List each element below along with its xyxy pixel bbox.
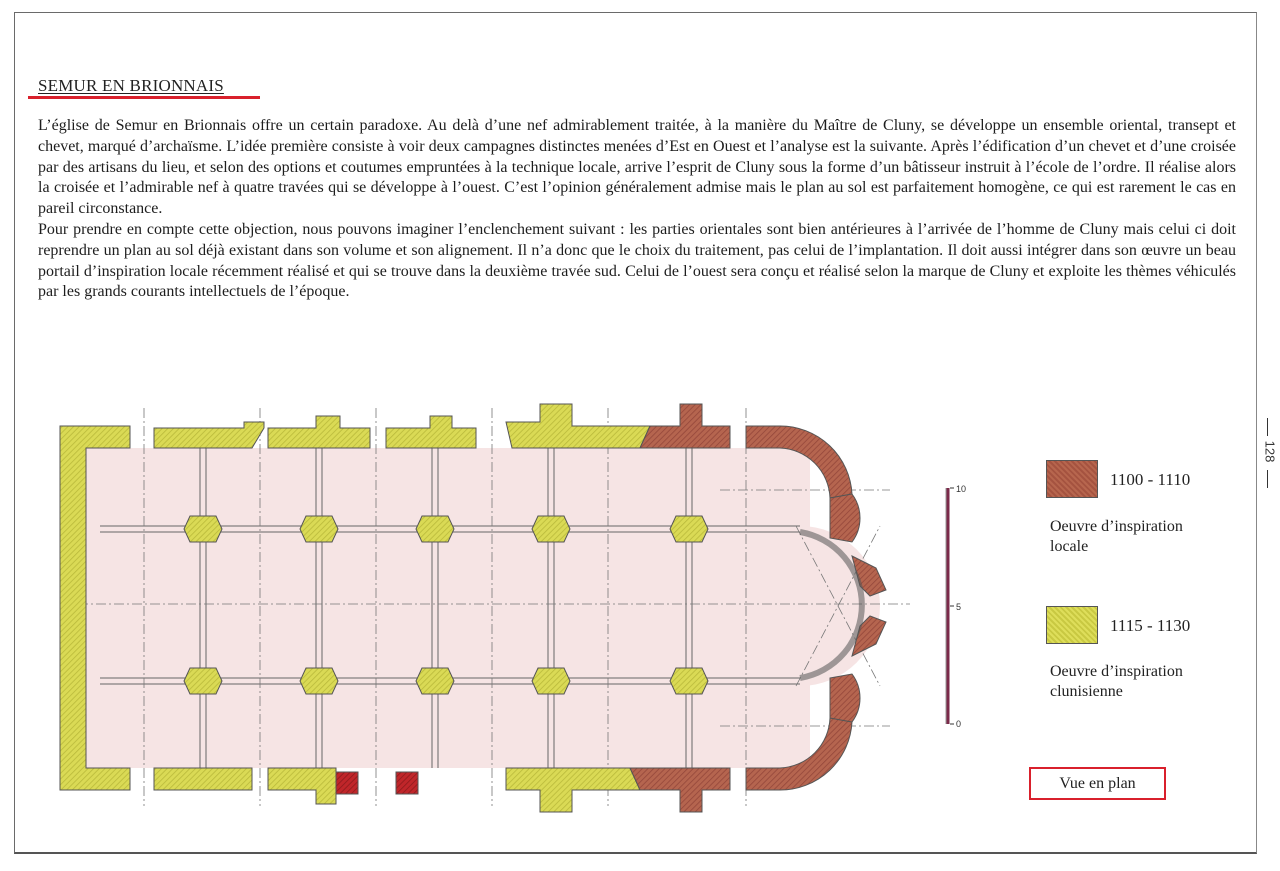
scale-label-10: 10 — [956, 484, 967, 494]
legend-desc-local-line2: locale — [1050, 538, 1089, 555]
scale-label-0: 0 — [956, 719, 962, 729]
page-number-tick-bottom — [1267, 470, 1268, 488]
scale-bar — [940, 484, 970, 730]
body-text — [38, 116, 1236, 303]
paragraph-1: L’église de Semur en Brionnais offre un certain paradoxe. Au delà d’une nef admirablement traitée, à la manière du Maître de Cluny, se développe un ensemble oriental, transept et chevet, marqué d’archaïsme. L’idée première consiste à voir deux campagnes distinctes menées d’Est en Ouest et l’analyse est la suivante. Après l’édification d’un chevet et d’une croisée par des artisans du lieu, et selon des options et coutumes empruntées à la technique locale, arrive l’esprit de Cluny sous la forme d’un bâtisseur instruit à l’école de l’ordre. Il réalise alors la croisée et l’admirable nef à quatre travées qui se développe à l’ouest. C’est l’opinion généralement admise mais le plan au sol est parfaitement homogène, ce qui est rarement le cas en pareil circonstance. — [38, 117, 1236, 218]
page-title: SEMUR EN BRIONNAIS — [38, 76, 224, 95]
legend-date-cluny: 1115 - 1130 — [1110, 616, 1191, 635]
page-number-tick-top — [1267, 418, 1268, 436]
legend-desc-cluny-line1: Oeuvre d’inspiration — [1050, 663, 1183, 680]
legend-desc-local-line1: Oeuvre d’inspiration — [1050, 518, 1183, 535]
legend-date-local: 1100 - 1110 — [1110, 470, 1191, 489]
legend-swatch-local — [1046, 460, 1098, 498]
page-number — [1256, 418, 1280, 488]
legend-desc-cluny — [1050, 662, 1250, 702]
legend-desc-cluny-line2: clunisienne — [1050, 683, 1123, 700]
scale-label-5: 5 — [956, 602, 962, 612]
caption-box: Vue en plan — [1029, 767, 1166, 800]
legend-desc-local — [1050, 517, 1250, 557]
legend-swatch-cluny — [1046, 606, 1098, 644]
page-number-text: 128 — [1262, 440, 1278, 463]
title-underline-bar — [28, 96, 260, 99]
church-floor-plan — [40, 386, 920, 830]
paragraph-2: Pour prendre en compte cette objection, nous pouvons imaginer l’enclenchement suivant : les parties orientales sont bien antérieures à l’arrivée de l’homme de Cluny mais celui ci doit reprendre un plan au sol déjà existant dans son volume et son alignement. Il n’a donc que le choix du traitement, pas celui de l’implantation. Il doit aussi intégrer dans son œuvre un beau portail d’inspiration locale récemment réalisé et qui se trouve dans la deuxième travée sud. Celui de l’ouest sera conçu et réalisé selon la marque de Cluny et exploite les thèmes véhiculés par les grands courants intellectuels de l’époque. — [38, 220, 1236, 301]
